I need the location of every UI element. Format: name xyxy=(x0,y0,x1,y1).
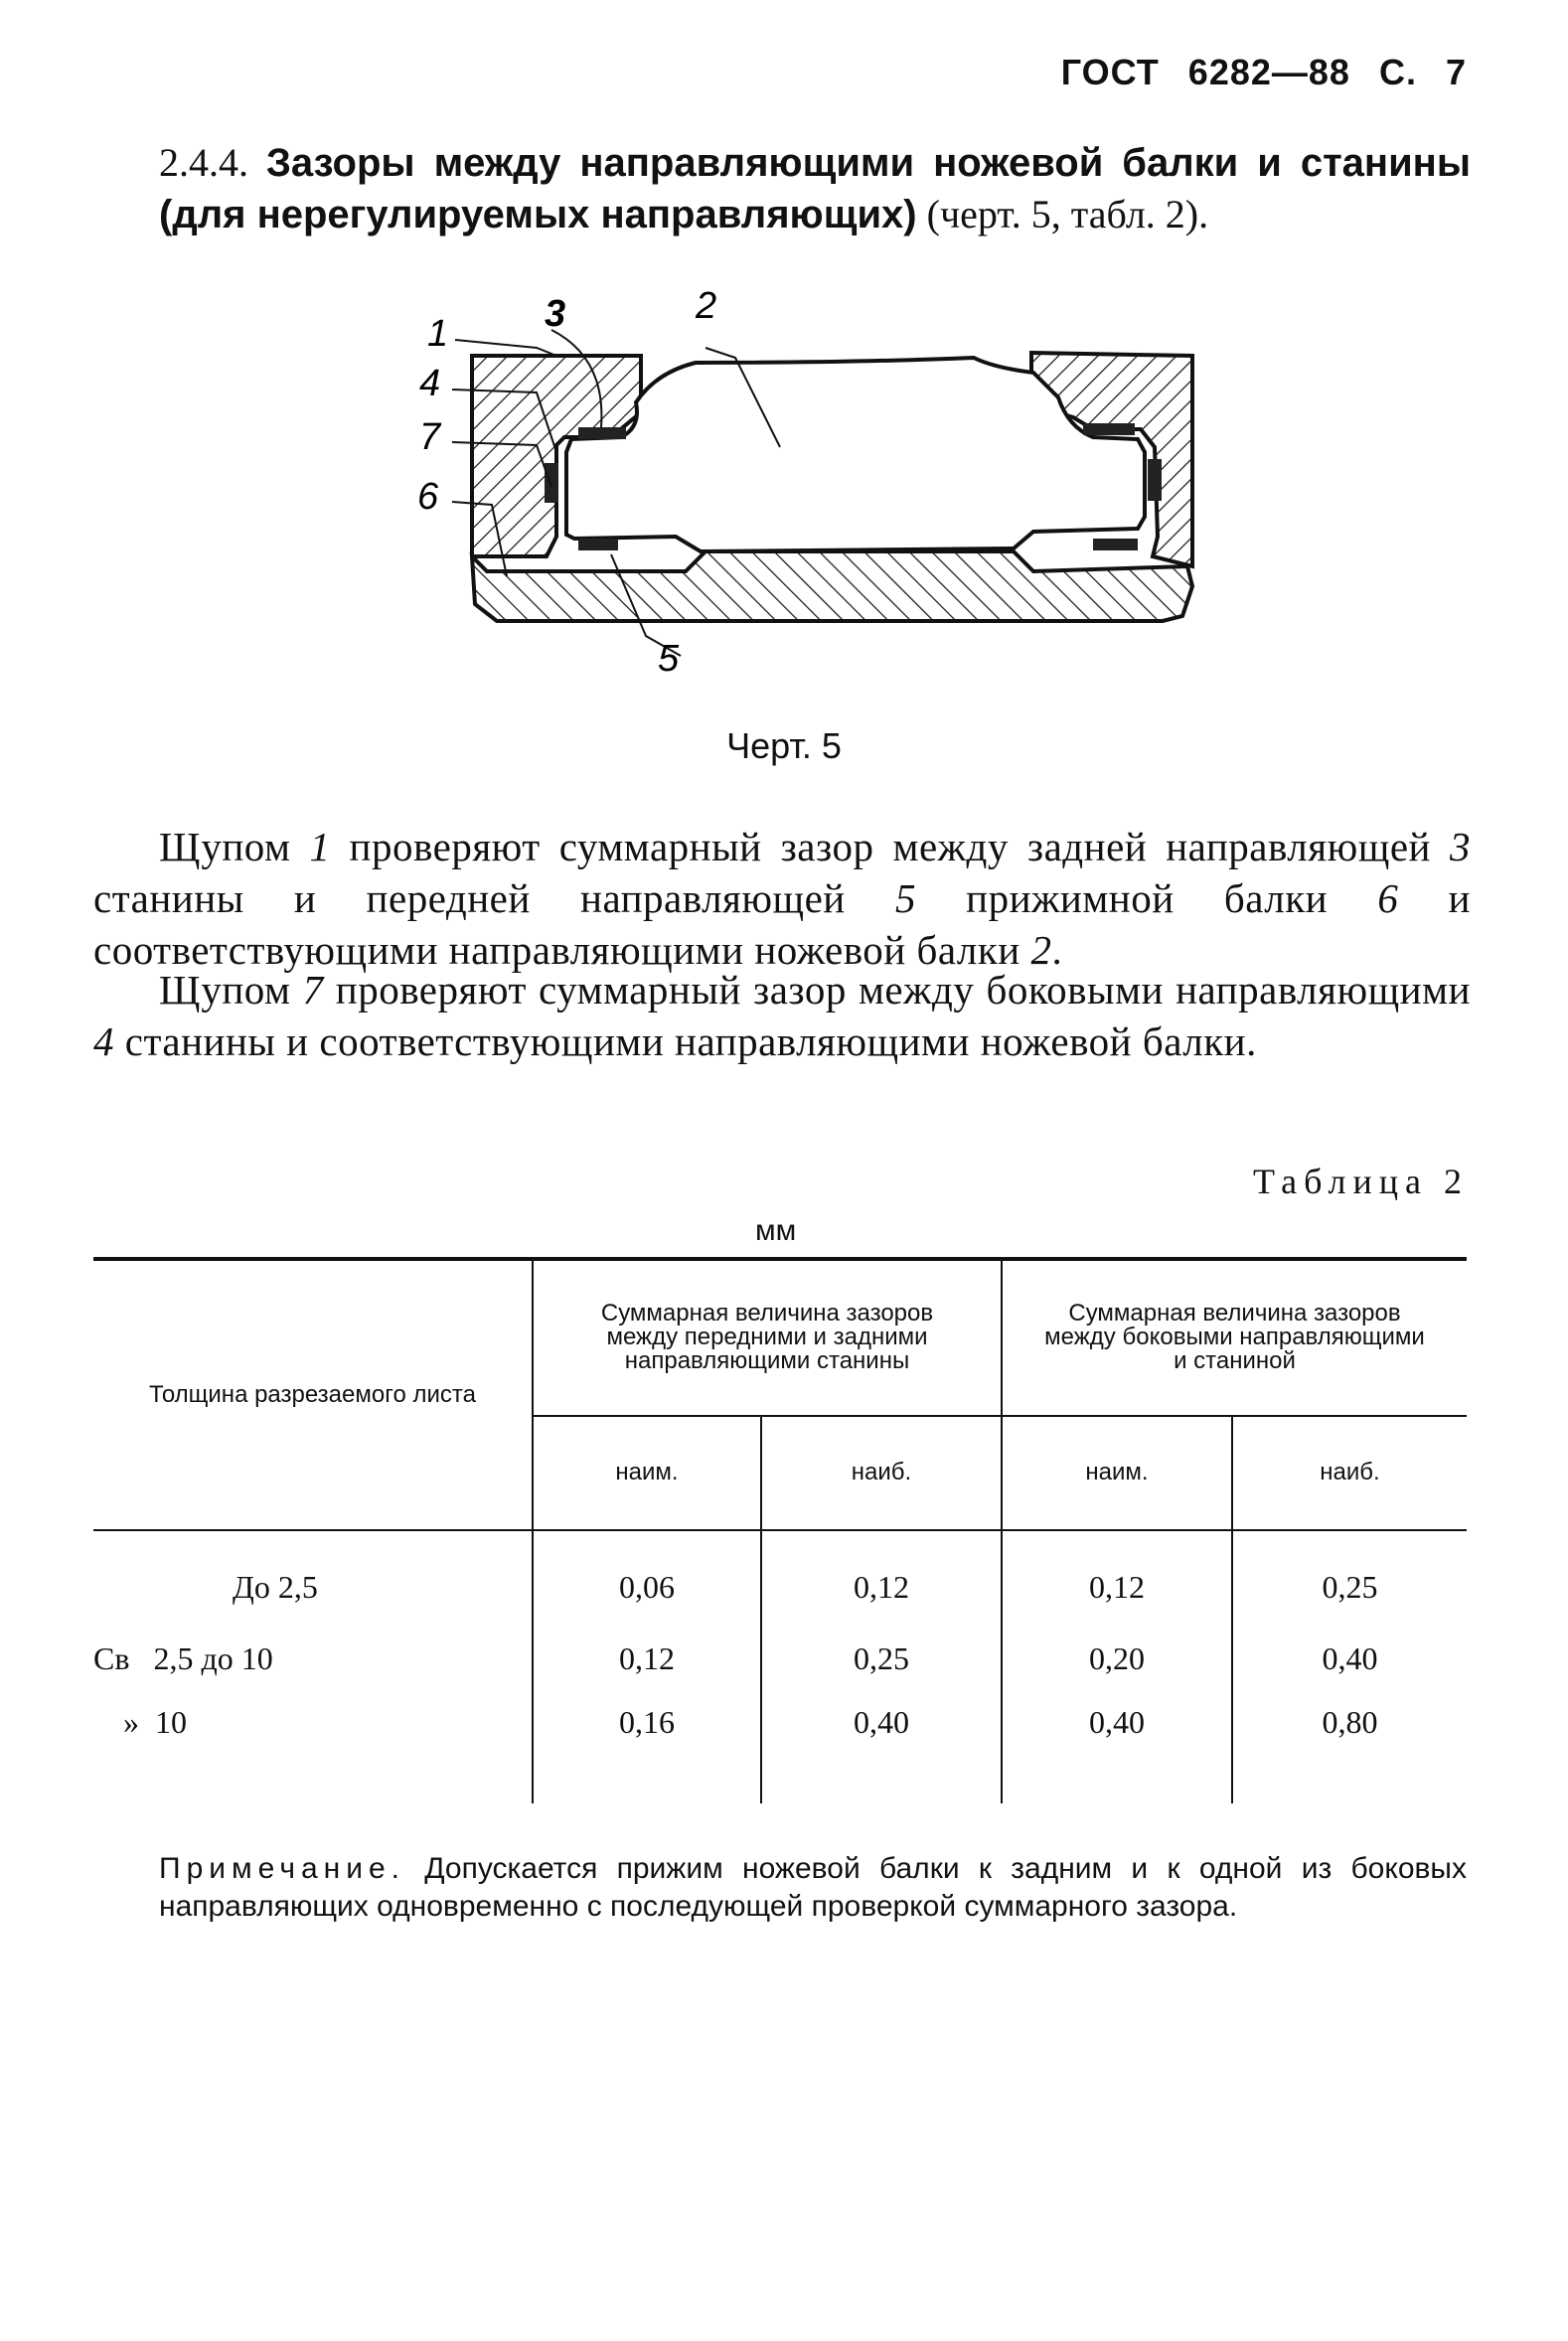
p1-text-i: и соответствующими направляющими ножевой балки xyxy=(93,875,1471,973)
callout-label-1: 1 xyxy=(427,313,449,355)
p2-ref-4: 4 xyxy=(93,1018,114,1064)
cell-g2-max: 0,25 xyxy=(1322,1568,1378,1605)
cell-g1-min: 0,06 xyxy=(533,1530,761,1623)
p1-ref-1: 1 xyxy=(309,824,331,869)
callout-label-7: 7 xyxy=(419,416,441,458)
table-unit: мм xyxy=(755,1214,797,1247)
cell-g2-max: 0,80 xyxy=(1322,1704,1378,1740)
p1-ref-3: 3 xyxy=(1450,824,1471,869)
p1-text-g: прижимной балки xyxy=(915,875,1378,921)
callout-label-5: 5 xyxy=(658,638,680,680)
p1-ref-5: 5 xyxy=(894,875,916,921)
section-number: 2.4.4. xyxy=(159,140,248,185)
table-note xyxy=(159,1850,1467,1926)
col-group-side: Суммарная величина зазоров между боковыми направляющими и станиной xyxy=(1002,1259,1467,1416)
note-text: Допускается прижим ножевой балки к задним и к одной из боковых направляющих одновременно с последующей проверкой суммарного зазора. xyxy=(159,1852,1467,1923)
cell-g2-min: 0,12 xyxy=(1002,1530,1232,1623)
rear-guide-right xyxy=(1083,423,1135,435)
figure-drawing-5 xyxy=(397,288,1212,686)
callout-label-4: 4 xyxy=(419,363,441,404)
table-row xyxy=(93,1694,1467,1803)
col-group-front-rear: Суммарная величина зазоров между передними и задними направляющими станины xyxy=(533,1259,1002,1416)
table-row xyxy=(93,1530,1467,1623)
p1-text-e: станины и передней направляющей xyxy=(93,875,895,921)
standard-label: ГОСТ xyxy=(1060,52,1160,92)
side-guide-left xyxy=(545,463,558,503)
col-header-min-1: наим. xyxy=(533,1416,761,1530)
note-label: Примечание. xyxy=(159,1852,405,1885)
row-label: До 2,5 xyxy=(93,1530,533,1623)
front-guide-left xyxy=(578,539,618,550)
callout-label-2: 2 xyxy=(696,288,717,327)
cell-g2-min: 0,20 xyxy=(1002,1623,1232,1694)
cell-g1-max: 0,40 xyxy=(761,1694,1002,1803)
cell-g1-max: 0,25 xyxy=(761,1623,1002,1694)
col-header-max-2: наиб. xyxy=(1232,1416,1467,1530)
p1-text-c: проверяют суммарный зазор между задней направляющей xyxy=(330,824,1450,869)
gap-table xyxy=(93,1257,1467,1803)
cell-g1-min: 0,12 xyxy=(533,1623,761,1694)
row-label: Св 2,5 до 10 xyxy=(93,1623,533,1694)
section-reference: (черт. 5, табл. 2). xyxy=(916,192,1209,236)
row-label: » 10 xyxy=(93,1694,533,1803)
p1-text-a: Щупом xyxy=(159,824,310,869)
page-prefix: С. xyxy=(1378,52,1417,92)
callout-label-3: 3 xyxy=(545,293,566,335)
rear-guide-left xyxy=(578,427,626,439)
section-heading xyxy=(159,137,1471,240)
col-header-thickness: Толщина разрезаемого листа xyxy=(93,1259,533,1530)
paragraph-probe-1 xyxy=(93,821,1471,976)
callout-label-6: 6 xyxy=(417,476,439,518)
p2-text-c: проверяют суммарный зазор между боковыми направляющими xyxy=(323,967,1471,1013)
figure-caption: Черт. 5 xyxy=(726,725,842,766)
page-number: 7 xyxy=(1445,52,1467,92)
standard-number: 6282—88 xyxy=(1187,52,1350,92)
page-header xyxy=(1061,52,1467,93)
col-header-min-2: наим. xyxy=(1002,1416,1232,1530)
p1-ref-6: 6 xyxy=(1377,875,1399,921)
section-title: Зазоры между направляющими ножевой балки и станины (для нерегулируемых направляющих) xyxy=(159,141,1471,236)
press-beam-part xyxy=(472,551,1192,621)
p2-ref-7: 7 xyxy=(302,967,324,1013)
cell-g1-min: 0,16 xyxy=(533,1694,761,1803)
cell-g1-max: 0,12 xyxy=(761,1530,1002,1623)
side-guide-right xyxy=(1148,459,1162,501)
p1-text-k: . xyxy=(1051,927,1063,973)
table-caption: Таблица 2 xyxy=(1253,1162,1469,1201)
table-row xyxy=(93,1623,1467,1694)
col-header-max-1: наиб. xyxy=(761,1416,1002,1530)
p1-ref-2: 2 xyxy=(1030,927,1052,973)
front-guide-right xyxy=(1093,539,1138,550)
p2-text-a: Щупом xyxy=(159,967,303,1013)
paragraph-probe-7 xyxy=(93,964,1471,1067)
p2-text-e: станины и соответствующими направляющими ножевой балки. xyxy=(114,1018,1257,1064)
cell-g2-min: 0,40 xyxy=(1002,1694,1232,1803)
cell-g2-max: 0,40 xyxy=(1322,1639,1378,1676)
